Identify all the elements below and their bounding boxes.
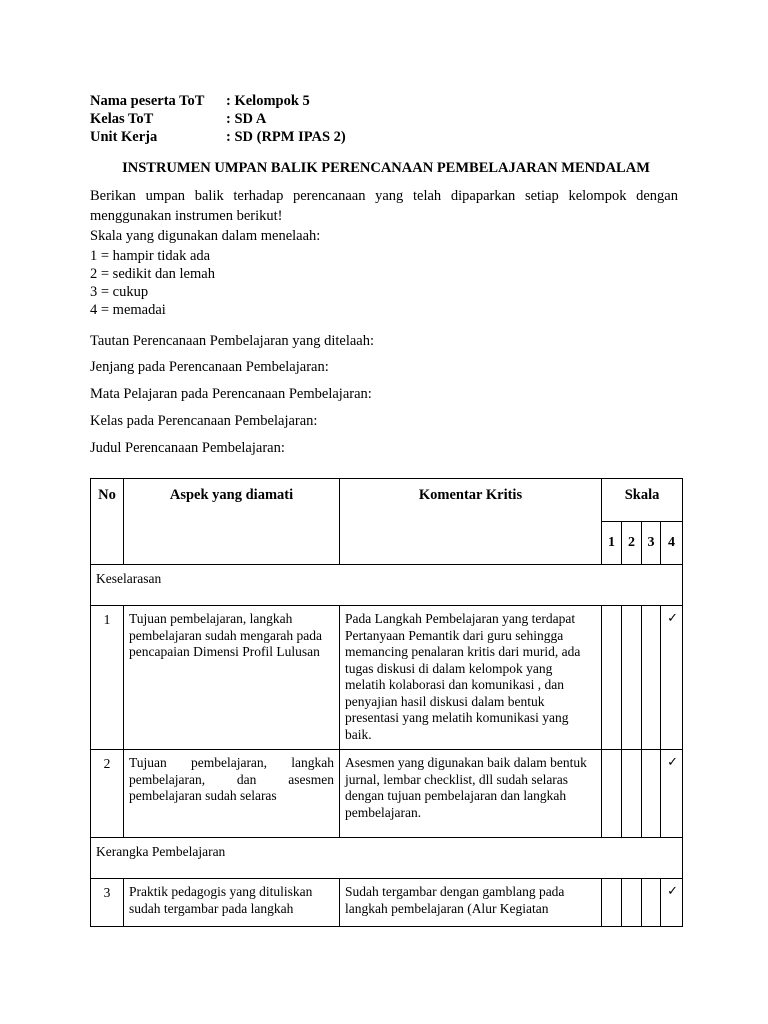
table-row bbox=[91, 750, 683, 838]
table-row bbox=[91, 606, 683, 750]
score-cell-1 bbox=[602, 606, 622, 750]
section-header: Kerangka Pembelajaran bbox=[91, 838, 683, 879]
scale-col-1: 1 bbox=[602, 522, 622, 565]
header-label: Nama peserta ToT bbox=[90, 93, 205, 109]
header-komentar: Komentar Kritis bbox=[340, 479, 602, 565]
scale-item: 4 = memadai bbox=[90, 302, 166, 318]
check-icon: ✓ bbox=[667, 883, 679, 898]
score-cell-3 bbox=[642, 879, 661, 927]
score-cell-3 bbox=[642, 750, 661, 838]
score-cell-4 bbox=[661, 879, 683, 927]
header-value: : Kelompok 5 bbox=[226, 93, 310, 109]
score-cell-2 bbox=[622, 606, 642, 750]
check-icon: ✓ bbox=[667, 754, 679, 769]
field-level: Jenjang pada Perencanaan Pembelajaran: bbox=[90, 359, 329, 375]
row-number: 1 bbox=[91, 606, 124, 750]
instruction-text: Berikan umpan balik terhadap perencanaan yang telah dipaparkan setiap kelompok dengan menggunakan instrumen berikut! bbox=[90, 188, 678, 224]
score-cell-2 bbox=[622, 750, 642, 838]
field-link: Tautan Perencanaan Pembelajaran yang ditelaah: bbox=[90, 333, 375, 349]
field-title: Judul Perencanaan Pembelajaran: bbox=[90, 440, 285, 456]
header-no: No bbox=[91, 479, 124, 565]
score-cell-3 bbox=[642, 606, 661, 750]
scale-item: 1 = hampir tidak ada bbox=[90, 248, 211, 264]
document-title: INSTRUMEN UMPAN BALIK PERENCANAAN PEMBELAJARAN MENDALAM bbox=[122, 160, 650, 176]
header-value: : SD A bbox=[226, 111, 267, 127]
score-cell-1 bbox=[602, 879, 622, 927]
row-komentar: Asesmen yang digunakan baik dalam bentuk jurnal, lembar checklist, dll sudah selaras dengan tujuan pembelajaran dan langkah pembelajaran. bbox=[340, 750, 602, 838]
row-komentar: Pada Langkah Pembelajaran yang terdapat Pertanyaan Pemantik dari guru sehingga memancing penalaran kritis dari murid, ada tugas diskusi di dalam kelompok yang melatih kolaborasi dan komunikasi , dan penyajian hasil diskusi dalam bentuk presentasi yang melatih komunikasi yang baik. bbox=[340, 606, 602, 750]
section-header: Keselarasan bbox=[91, 565, 683, 606]
check-icon: ✓ bbox=[667, 610, 679, 625]
row-number: 3 bbox=[91, 879, 124, 927]
feedback-table bbox=[90, 478, 683, 927]
score-cell-2 bbox=[622, 879, 642, 927]
field-subject: Mata Pelajaran pada Perencanaan Pembelajaran: bbox=[90, 386, 372, 402]
header-label: Unit Kerja bbox=[90, 129, 158, 145]
row-aspek: Tujuan pembelajaran, langkah pembelajaran sudah mengarah pada pencapaian Dimensi Profil Lulusan bbox=[124, 606, 340, 750]
row-aspek: Tujuan pembelajaran, langkah pembelajaran, dan asesmen pembelajaran sudah selaras bbox=[124, 750, 340, 838]
header-aspek: Aspek yang diamati bbox=[124, 479, 340, 565]
scale-col-3: 3 bbox=[642, 522, 661, 565]
scale-intro: Skala yang digunakan dalam menelaah: bbox=[90, 228, 321, 244]
scale-col-4: 4 bbox=[661, 522, 683, 565]
row-number: 2 bbox=[91, 750, 124, 838]
header-label: Kelas ToT bbox=[90, 111, 154, 127]
score-cell-4 bbox=[661, 750, 683, 838]
header-value: : SD (RPM IPAS 2) bbox=[226, 129, 346, 145]
header-skala: Skala bbox=[602, 479, 683, 522]
scale-col-2: 2 bbox=[622, 522, 642, 565]
scale-item: 3 = cukup bbox=[90, 284, 149, 300]
row-komentar: Sudah tergambar dengan gamblang pada langkah pembelajaran (Alur Kegiatan bbox=[340, 879, 602, 927]
field-grade: Kelas pada Perencanaan Pembelajaran: bbox=[90, 413, 318, 429]
score-cell-1 bbox=[602, 750, 622, 838]
row-aspek: Praktik pedagogis yang dituliskan sudah tergambar pada langkah bbox=[124, 879, 340, 927]
table-row bbox=[91, 879, 683, 927]
score-cell-4 bbox=[661, 606, 683, 750]
scale-item: 2 = sedikit dan lemah bbox=[90, 266, 215, 282]
